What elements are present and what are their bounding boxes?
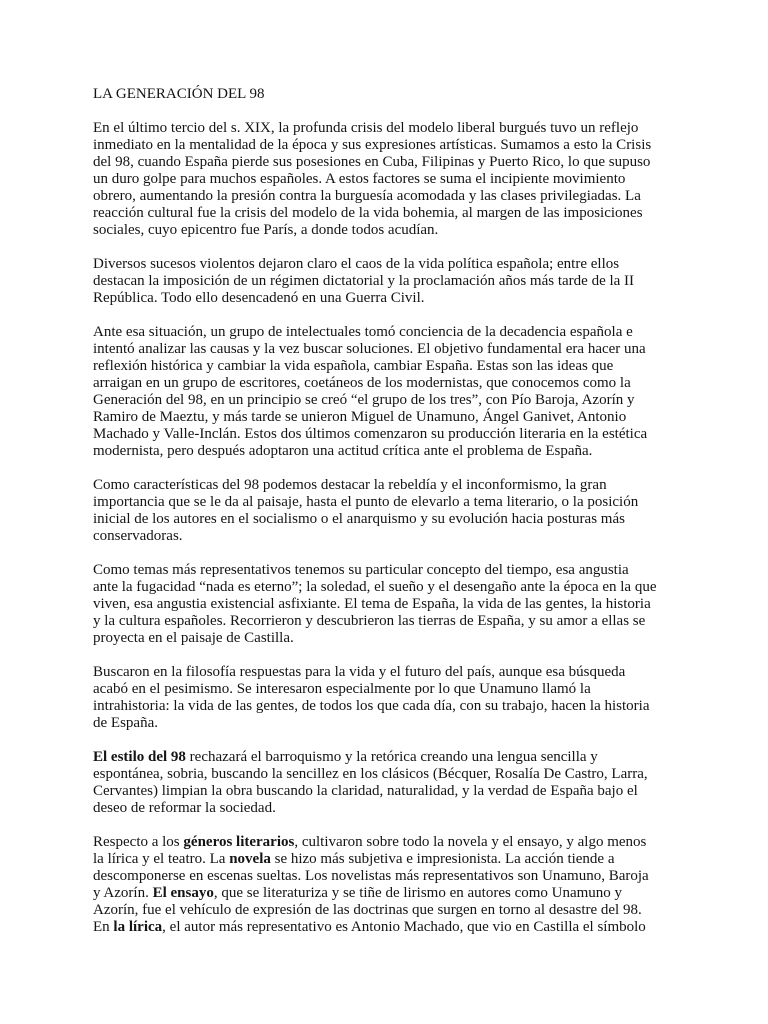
text-line xyxy=(93,885,673,902)
text-line: ante la fugacidad “nada es eterno”; la soledad, el sueño y el desengaño ante la época en la que xyxy=(93,579,657,595)
paragraph-1 xyxy=(93,120,673,239)
text-line: un duro golpe para muchos españoles. A estos factores se suma el incipiente movimiento xyxy=(93,171,626,187)
paragraph-7 xyxy=(93,749,673,817)
text-line: Cervantes) limpian la obra buscando la claridad, naturalidad, y la verdad de España bajo el xyxy=(93,783,638,799)
text-line: Machado y Valle-Inclán. Estos dos últimos comenzaron su producción literaria en la estética xyxy=(93,426,648,442)
paragraph-3 xyxy=(93,324,673,460)
text-run: , el autor más representativo es Antonio Machado, que vio en Castilla el símbolo xyxy=(162,919,646,935)
text-line: obrero, aumentando la presión contra la burguesía acomodada y las clases privilegiadas. La xyxy=(93,188,641,204)
text-line: reacción cultural fue la crisis del modelo de la vida bohemia, al margen de las imposiciones xyxy=(93,205,643,221)
text-run: , cultivaron sobre todo la novela y el ensayo, y algo menos xyxy=(294,834,647,850)
text-line: viven, esa angustia existencial asfixiante. El tema de España, la vida de las gentes, la historia xyxy=(93,596,651,612)
paragraph-6 xyxy=(93,664,673,732)
text-line: destacan la imposición de un régimen dictatorial y la proclamación años más tarde de la II xyxy=(93,273,635,289)
document-body xyxy=(93,86,673,936)
text-line xyxy=(93,749,673,766)
bold-term: géneros literarios xyxy=(183,834,295,850)
text-line: de España. xyxy=(93,715,158,731)
paragraph-8 xyxy=(93,834,673,936)
text-line: Buscaron en la filosofía respuestas para la vida y el futuro del país, aunque esa búsqueda xyxy=(93,664,626,680)
bold-term: El estilo del 98 xyxy=(93,749,186,765)
text-line: intrahistoria: la vida de las gentes, de todos los que cada día, con su trabajo, hacen la historia xyxy=(93,698,650,714)
paragraph-5 xyxy=(93,562,673,647)
bold-term: novela xyxy=(229,851,271,867)
text-line: Como temas más representativos tenemos su particular concepto del tiempo, esa angustia xyxy=(93,562,629,578)
text-line: deseo de reformar la sociedad. xyxy=(93,800,276,816)
text-line: espontánea, sobria, buscando la sencillez en los clásicos (Bécquer, Rosalía De Castro, Larra, xyxy=(93,766,648,782)
text-line: Ramiro de Maeztu, y más tarde se unieron Miguel de Unamuno, Ángel Ganivet, Antonio xyxy=(93,409,627,425)
text-run: En xyxy=(93,919,114,935)
text-line: proyecta en el paisaje de Castilla. xyxy=(93,630,294,646)
text-line: intentó analizar las causas y la vez buscar soluciones. El objetivo fundamental era hacer una xyxy=(93,341,646,357)
text-line: inmediato en la mentalidad de la época y sus expresiones artísticas. Sumamos a esto la Crisis xyxy=(93,137,652,153)
text-line: descomponerse en escenas sueltas. Los novelistas más representativos son Unamuno, Baroja xyxy=(93,868,649,884)
text-line: sociales, cuyo epicentro fue París, a donde todos acudían. xyxy=(93,222,439,238)
text-line xyxy=(93,834,673,851)
text-run: Respecto a los xyxy=(93,834,184,850)
text-line: Ante esa situación, un grupo de intelectuales tomó conciencia de la decadencia española e xyxy=(93,324,633,340)
paragraph-2 xyxy=(93,256,673,307)
text-line: reflexión histórica y cambiar la vida española, cambiar España. Estas son las ideas que xyxy=(93,358,614,374)
bold-term: El ensayo xyxy=(152,885,214,901)
paragraph-4 xyxy=(93,477,673,545)
text-line: inicial de los autores en el socialismo o el anarquismo y su evolución hacia posturas más xyxy=(93,511,625,527)
text-line: modernista, pero después adoptaron una actitud crítica ante el problema de España. xyxy=(93,443,593,459)
page-title: LA GENERACIÓN DEL 98 xyxy=(93,86,265,102)
text-line xyxy=(93,851,673,868)
text-run: la lírica y el teatro. La xyxy=(93,851,230,867)
text-line: Generación del 98, en un principio se creó “el grupo de los tres”, con Pío Baroja, Azorín y xyxy=(93,392,635,408)
text-line: República. Todo ello desencadenó en una Guerra Civil. xyxy=(93,290,425,306)
text-line: y la cultura españoles. Recorrieron y descubrieron las tierras de España, y su amor a ellas se xyxy=(93,613,646,629)
text-line: del 98, cuando España pierde sus posesiones en Cuba, Filipinas y Puerto Rico, lo que supuso xyxy=(93,154,651,170)
text-line: Diversos sucesos violentos dejaron claro el caos de la vida política española; entre ellos xyxy=(93,256,620,272)
text-line: conservadoras. xyxy=(93,528,183,544)
text-line: Azorín, fue el vehículo de expresión de las doctrinas que surgen en torno al desastre del 98. xyxy=(93,902,642,918)
text-line: importancia que se le da al paisaje, hasta el punto de elevarlo a tema literario, o la posición xyxy=(93,494,639,510)
text-line: acabó en el pesimismo. Se interesaron especialmente por lo que Unamuno llamó la xyxy=(93,681,591,697)
text-line: Como características del 98 podemos destacar la rebeldía y el inconformismo, la gran xyxy=(93,477,607,493)
text-line: En el último tercio del s. XIX, la profunda crisis del modelo liberal burgués tuvo un reflejo xyxy=(93,120,639,136)
text-line: arraigan en un grupo de escritores, coetáneos de los modernistas, que conocemos como la xyxy=(93,375,631,391)
bold-term: la lírica xyxy=(113,919,163,935)
text-run: y Azorín. xyxy=(93,885,153,901)
text-run: se hizo más subjetiva e impresionista. La acción tiende a xyxy=(270,851,615,867)
text-run: , que se literaturiza y se tiñe de lirismo en autores como Unamuno y xyxy=(213,885,623,901)
text-line xyxy=(93,919,673,936)
text-run: rechazará el barroquismo y la retórica creando una lengua sencilla y xyxy=(185,749,598,765)
